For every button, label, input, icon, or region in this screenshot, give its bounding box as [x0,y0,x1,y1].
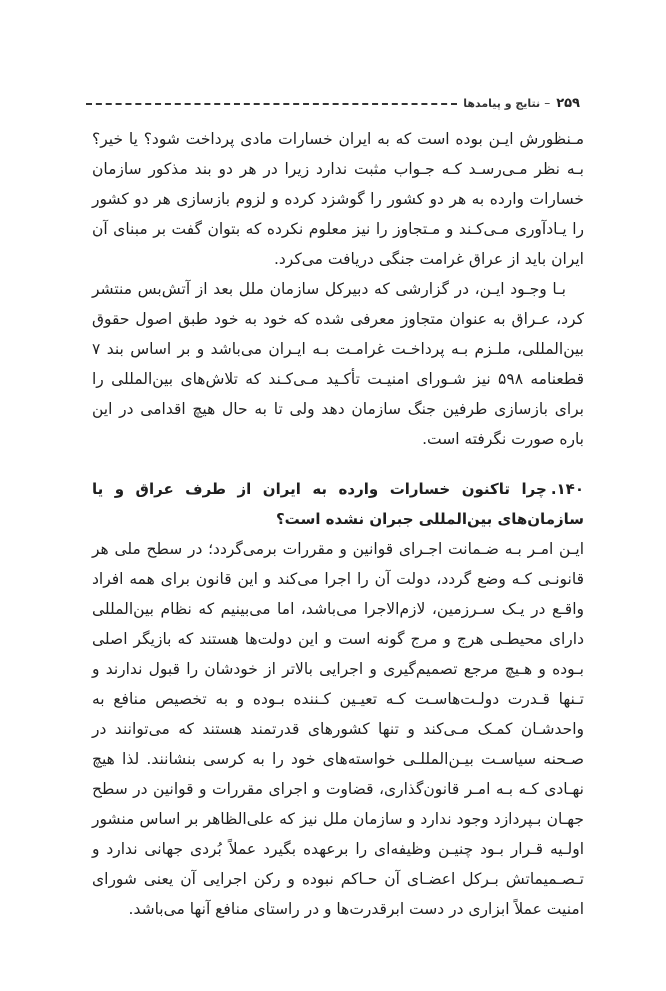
running-header [86,92,580,114]
paragraph-report: بـا وجـود ایـن، در گزارشی که دبیرکل سازمان ملل بعد از آتش‌بس منتشر کرد، عـراق به عنوان متجاوز معرفی شده که خود به خود طبق اصول حقوق بین‌المللی، ملـزم بـه پرداخـت غرامـت بـه ایـران می‌باشد و بر اساس بند ۷ قطعنامه ۵۹۸ نیز شـورای امنیـت تأکـید مـی‌کـند که تلاش‌های بین‌المللی را برای بازسازی طرفین جنگ سازمان دهد ولی تا به حال هیچ اقدامی در این باره صورت نگرفته است. [92,280,584,448]
header-separator: – [544,96,551,110]
question-heading [92,474,584,534]
question-text: چرا تاکنون خسارات وارده به ایران از طرف عراق و یا سازمان‌های بین‌المللی جبران نشده است؟ [92,480,584,528]
answer-paragraph: ایـن امـر بـه ضـمانت اجـرای قوانین و مقررات برمی‌گردد؛ در سطح ملی هر قانونـی کـه وضع گردد، دولت آن را اجرا می‌کند و این قانون برای همه افراد واقـع در یـک سـرزمین، لازم‌الاجرا می‌باشد، اما می‌بینیم که نظام بین‌المللی دارای محیطـی هرج و مرج گونه است و این دولت‌ها هستند که بازیگر اصلی بـوده و هـیچ مرجع تصمیم‌گیری و اجرایی بالاتر از خودشان را قبول ندارند و تـنها قـدرت دولـت‌هاسـت کـه تعیـین کـننده بـوده و به تخصیص منافع به واحدشـان کمـک مـی‌کند و تنها کشورهای قدرتمند هستند که می‌توانند در صـحنه سیاسـت بیـن‌المللـی خواسته‌های خود را به کرسی بنشانند. لذا هیچ نهـادی کـه بـه امـر قانون‌گذاری، قضاوت و اجرای مقررات و قوانین در سطح جهـان بـپردازد وجود ندارد و سازمان ملل نیز که علی‌الظاهر بر اساس منشور اولـیه قـرار بـود چنیـن وظیفه‌ای را برعهده بگیرد عملاً بُردی جهانی ندارد و تـصـمیماتش بـرکل اعضـای آن حـاکم نبوده و رکن اجرایی آن یعنی شورای امنیت عملاً ابزاری در دست ابرقدرت‌ها و در راستای منافع آنها می‌باشد. [92,540,584,918]
paragraph-intro: مـنظورش ایـن بوده است که به ایران خسارات مادی پرداخت شود؟ یا خیر؟ بـه نظر مـی‌رسـد کـه جـواب مثبت ندارد زیرا در هر دو بند مذکور سازمان خسارات وارده به هر دو کشور را گوشزد کرده و لزوم بازسازی هر دو کشور را یـادآوری مـی‌کـند و مـتجاوز را نیز معلوم نکرده که بتوان گفت بر مبنای آن ایران باید از عراق غرامت جنگی دریافت می‌کرد. [92,130,584,268]
header-dashed-rule [86,103,457,105]
page-number: ۲۵۹ [556,95,580,111]
running-title: نتایج و پیامدها [463,96,541,110]
page-body [92,124,584,924]
question-number: ۱۴۰. [550,480,584,498]
